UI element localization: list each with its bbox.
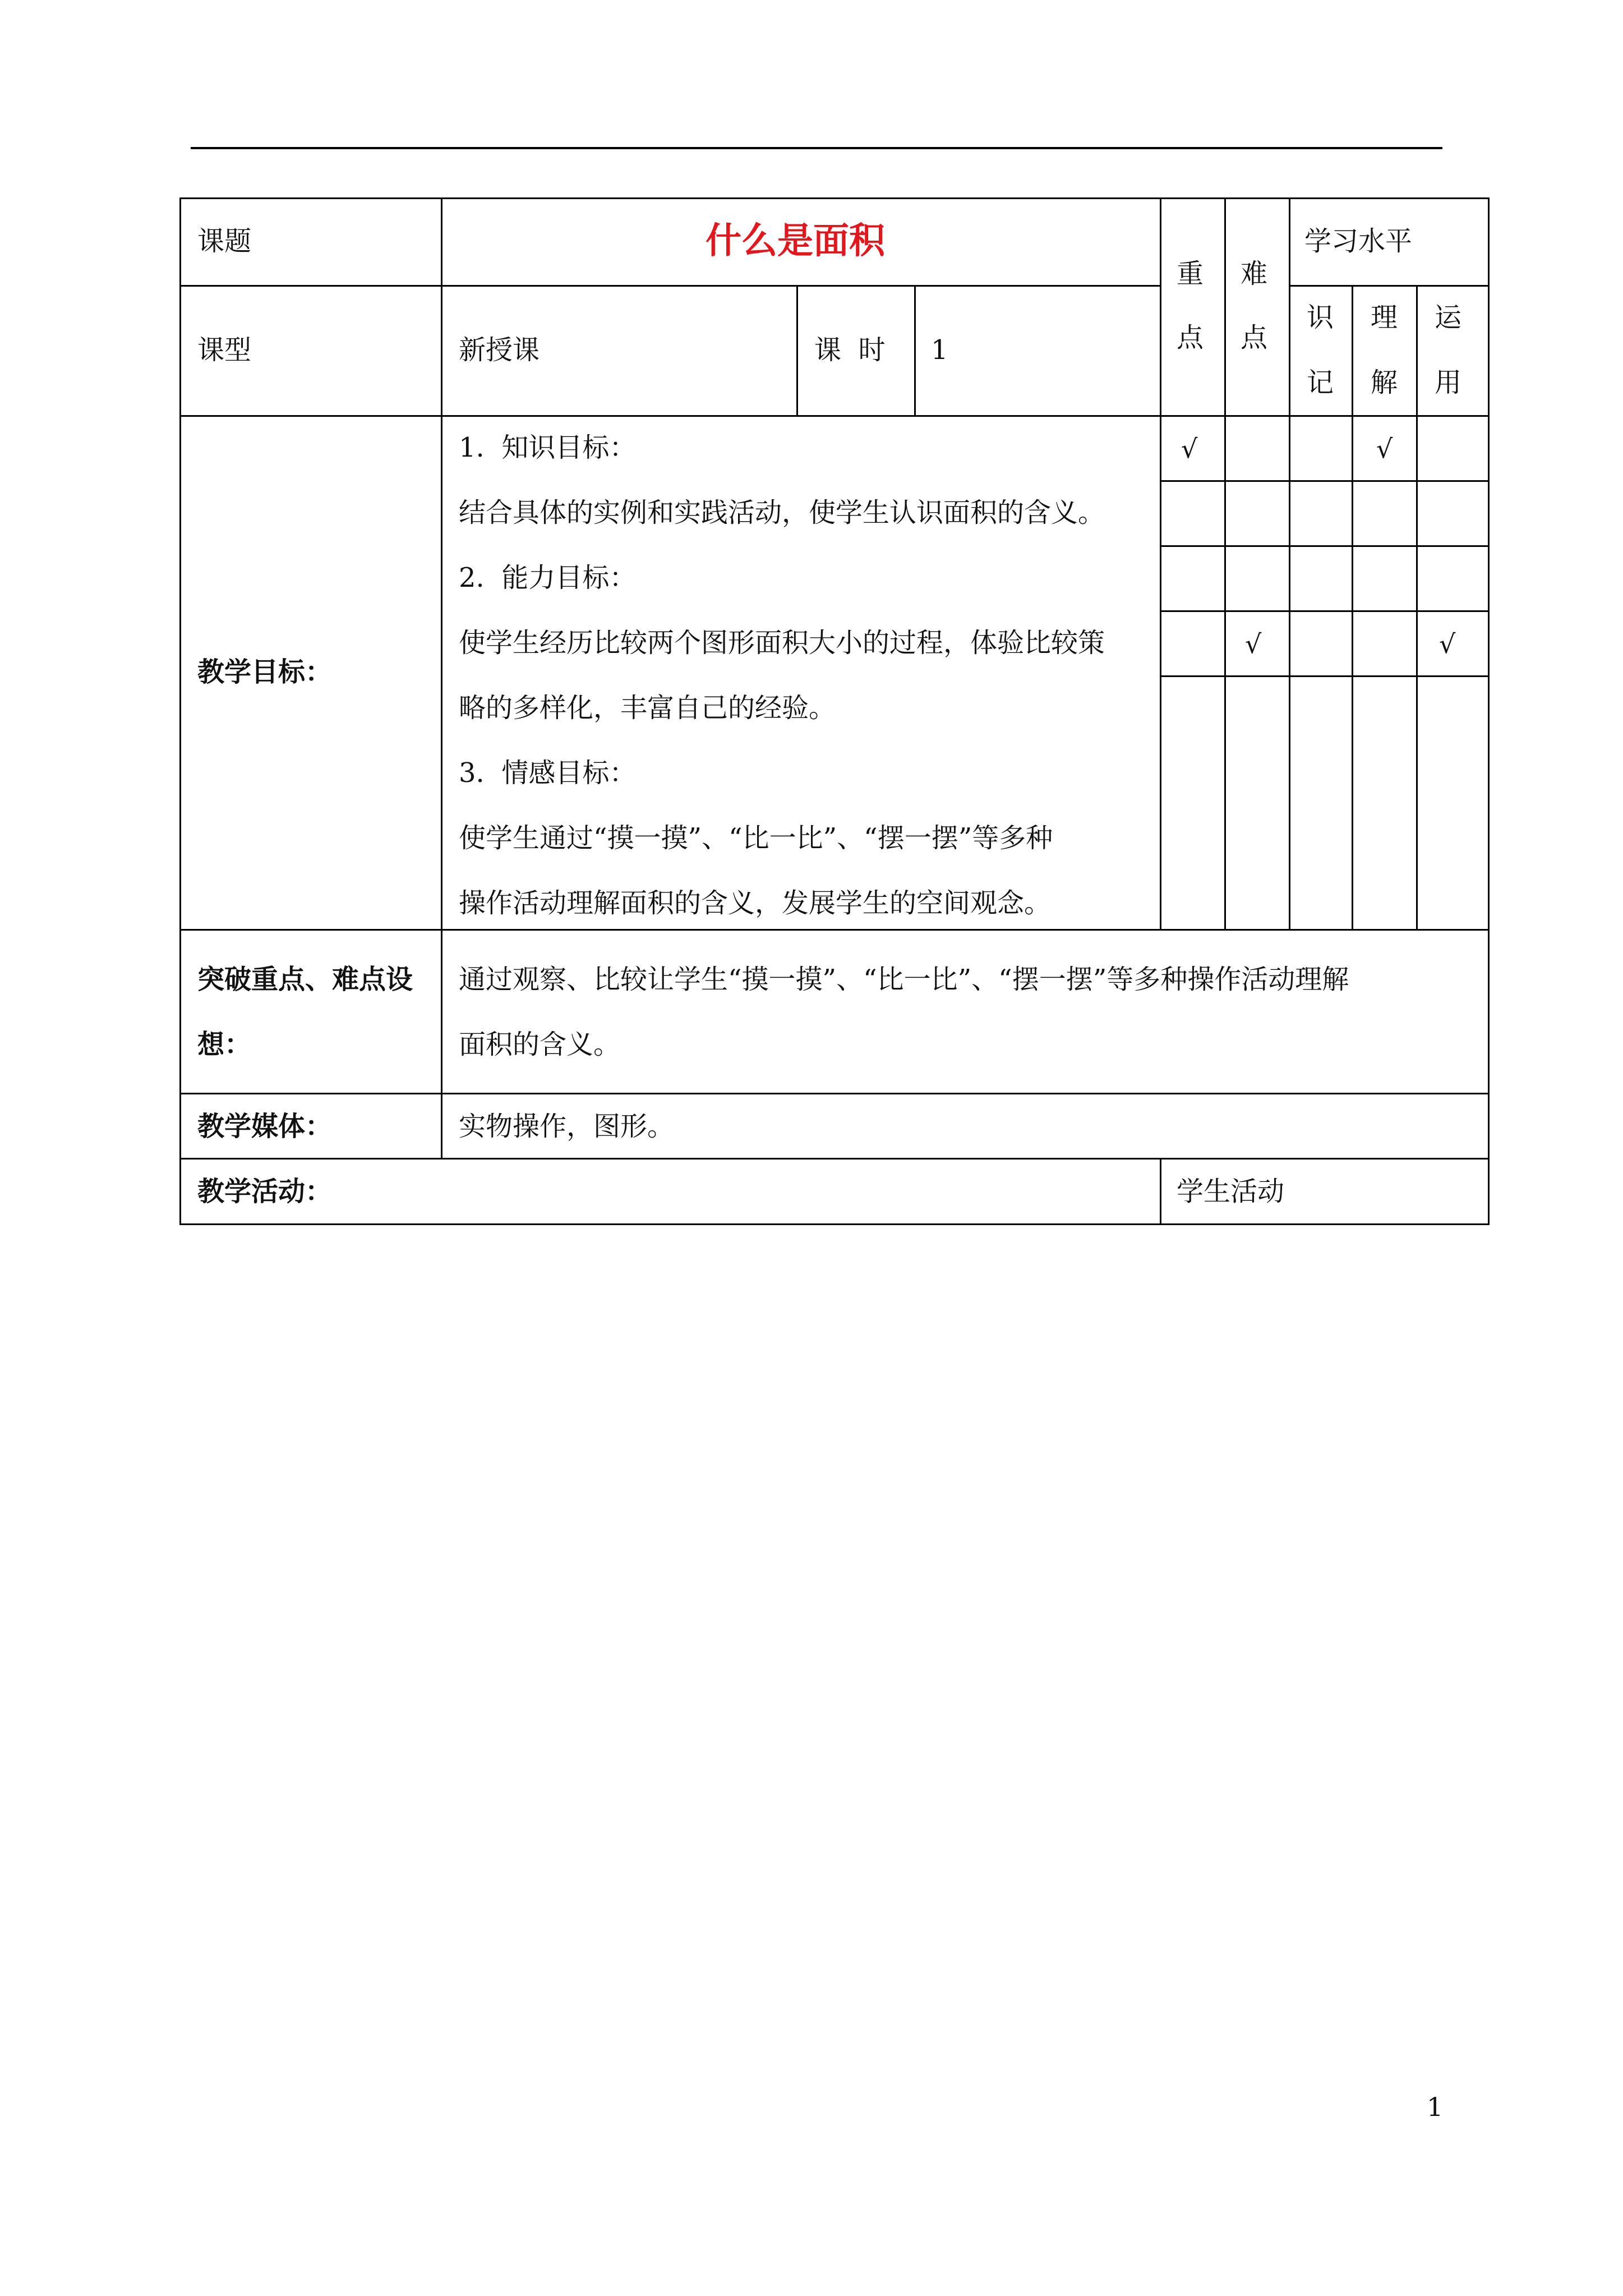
check-mark-key-point-row1: √ — [1181, 434, 1198, 464]
objective-line-2: 结合具体的实例和实践活动，使学生认识面积的含义。 — [459, 497, 1105, 528]
breakthrough-line-1: 通过观察、比较让学生“摸一摸”、“比一比”、“摆一摆”等多种操作活动理解 — [459, 964, 1349, 995]
col-line-understand — [1416, 285, 1418, 929]
check-mark-understand-row1: √ — [1376, 434, 1393, 464]
row-line-objectives — [179, 929, 1490, 931]
objective-line-3: 2. 能力目标： — [459, 562, 637, 593]
media-label: 教学媒体： — [197, 1111, 333, 1142]
level-understand-2: 解 — [1371, 367, 1398, 398]
objective-line-5: 略的多样化，丰富自己的经验。 — [459, 692, 836, 724]
check-row-line-4 — [1160, 675, 1490, 677]
objective-line-1: 1. 知识目标： — [459, 432, 637, 463]
objective-line-4: 使学生经历比较两个图形面积大小的过程，体验比较策 — [459, 627, 1105, 659]
page-number: 1 — [1427, 2092, 1444, 2122]
row-line-media — [179, 1158, 1490, 1159]
row-line-topic — [179, 285, 1160, 287]
topic-label: 课题 — [197, 226, 252, 257]
table-border-top — [179, 197, 1490, 199]
level-header: 学习水平 — [1304, 226, 1413, 257]
activity-label: 教学活动： — [197, 1176, 333, 1207]
check-mark-apply-row4: √ — [1439, 629, 1456, 659]
level-apply-2: 用 — [1435, 367, 1462, 398]
level-memorize-2: 记 — [1307, 367, 1334, 398]
key-point-header-2: 点 — [1177, 322, 1204, 353]
col-line-student-activity — [1160, 1158, 1161, 1225]
row-line-level-header — [1290, 285, 1490, 287]
objective-line-8: 操作活动理解面积的含义，发展学生的空间观念。 — [459, 887, 1052, 919]
difficulty-header-1: 难 — [1241, 258, 1268, 289]
level-apply-1: 运 — [1435, 302, 1462, 333]
difficulty-header-2: 点 — [1241, 322, 1268, 353]
breakthrough-label-line-1: 突破重点、难点设 — [197, 964, 413, 995]
hours-value: 1 — [931, 334, 948, 366]
col-line-level — [1289, 197, 1290, 929]
table-border-bottom — [179, 1223, 1490, 1225]
table-border-left — [179, 197, 181, 1225]
check-row-line-2 — [1160, 545, 1490, 547]
objectives-label: 教学目标： — [197, 656, 333, 688]
type-label: 课型 — [197, 334, 252, 366]
table-border-right — [1488, 197, 1490, 1225]
key-point-header-1: 重 — [1177, 258, 1204, 289]
lesson-title: 什么是面积 — [706, 220, 885, 262]
row-line-type — [179, 415, 1490, 417]
type-value: 新授课 — [459, 334, 540, 366]
objective-line-7: 使学生通过“摸一摸”、“比一比”、“摆一摆”等多种 — [459, 822, 1053, 854]
check-row-line-3 — [1160, 610, 1490, 612]
breakthrough-line-2: 面积的含义。 — [459, 1029, 621, 1060]
col-line-key-point — [1160, 197, 1161, 929]
col-line-difficulty — [1224, 197, 1226, 929]
col-line-hours-label — [796, 285, 798, 415]
objective-line-6: 3. 情感目标： — [459, 757, 637, 789]
col-line-memorize — [1352, 285, 1353, 929]
media-value: 实物操作，图形。 — [459, 1111, 675, 1142]
breakthrough-label-line-2: 想： — [197, 1029, 252, 1060]
col-line-hours-value — [914, 285, 916, 415]
hours-label: 课 时 — [814, 334, 886, 366]
col-line-label — [441, 197, 442, 1158]
level-memorize-1: 识 — [1307, 302, 1334, 333]
check-mark-difficulty-row4: √ — [1245, 629, 1262, 659]
check-row-line-1 — [1160, 480, 1490, 482]
level-understand-1: 理 — [1371, 302, 1398, 333]
row-line-breakthrough — [179, 1093, 1490, 1094]
student-activity-label: 学生活动 — [1177, 1176, 1285, 1207]
